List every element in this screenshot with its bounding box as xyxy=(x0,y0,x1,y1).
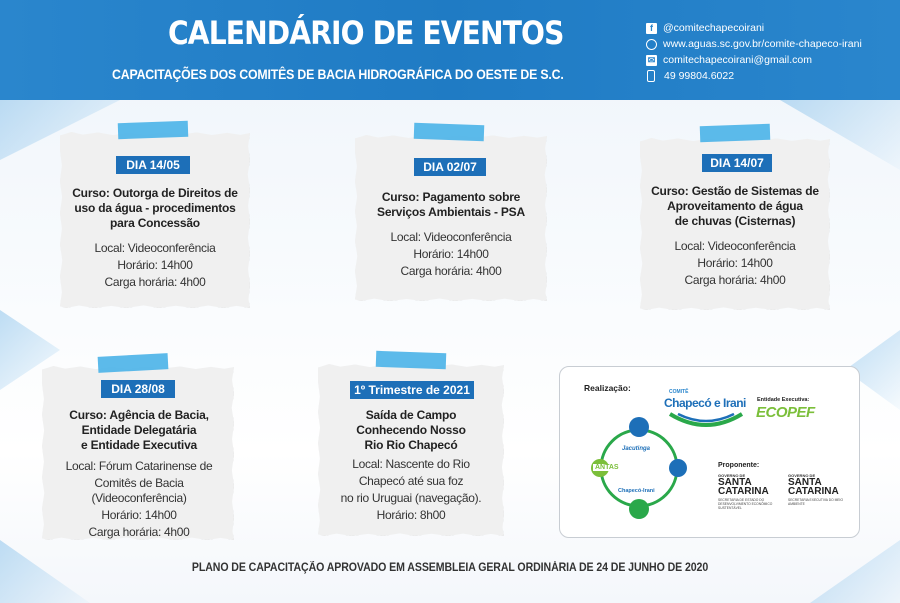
event-detail: Local: Videoconferência xyxy=(674,239,796,253)
globe-icon xyxy=(646,39,657,50)
contact-list xyxy=(646,20,862,84)
event-detail: Carga horária: 4h00 xyxy=(104,275,206,289)
event-course: de chuvas (Cisternas) xyxy=(674,214,796,228)
proponente-label: Proponente: xyxy=(718,462,760,469)
secretaria-label: SECRETARIA EXECUTIVA DO MEIO AMBIENTE xyxy=(788,498,844,506)
event-detail: Comitês de Bacia (Videoconferência) xyxy=(91,476,187,505)
event-detail: Carga horária: 4h00 xyxy=(88,525,190,539)
phone-icon xyxy=(647,70,655,82)
santa-catarina-logo-2 xyxy=(788,473,852,506)
santa-label: SANTA xyxy=(788,477,822,488)
event-date: 1º Trimestre de 2021 xyxy=(350,381,474,399)
event-body xyxy=(646,184,824,288)
header-banner xyxy=(0,0,900,100)
event-course: Saída de Campo xyxy=(365,408,457,422)
secretaria-label: SECRETARIA DE ESTADO DO DESENVOLVIMENTO ECONÔMICO SUSTENTÁVEL xyxy=(718,498,773,510)
event-course: Aproveitamento de água xyxy=(667,199,803,213)
event-date: DIA 28/08 xyxy=(101,380,175,398)
contact-text: comitechapecoirani@gmail.com xyxy=(663,54,812,66)
catarina-label: CATARINA xyxy=(718,486,769,497)
event-detail: Horário: 14h00 xyxy=(117,258,193,272)
event-course: Serviços Ambientais - PSA xyxy=(377,205,525,219)
jacutinga-logo: Jacutinga xyxy=(622,446,651,452)
event-body xyxy=(361,190,541,279)
footer-note: PLANO DE CAPACITAÇÃO APROVADO EM ASSEMBLEIA GERAL ORDINÁRIA DE 24 DE JUNHO DE 2020 xyxy=(191,562,709,574)
entidade-label: Entidade Executiva: xyxy=(757,397,810,403)
comite-logo-name: Chapecó e Irani xyxy=(664,396,746,410)
gov-small-label: GOVERNO DE xyxy=(718,473,746,478)
event-body xyxy=(66,186,244,290)
contact-text: www.aguas.sc.gov.br/comite-chapeco-irani xyxy=(663,38,862,50)
event-course: Curso: Outorga de Direitos de xyxy=(72,186,238,200)
contact-text: @comitechapecoirani xyxy=(663,22,765,34)
contact-phone[interactable] xyxy=(646,68,862,84)
event-course: Conhecendo Nosso xyxy=(356,423,466,437)
santa-label: SANTA xyxy=(718,477,752,488)
tape-strip xyxy=(414,123,485,141)
catarina-label: CATARINA xyxy=(788,486,839,497)
event-body xyxy=(324,408,498,523)
tape-strip xyxy=(118,121,189,139)
event-detail: Carga horária: 4h00 xyxy=(684,273,786,287)
antas-logo: ANTAS xyxy=(595,464,619,471)
event-detail: no rio Uruguai (navegação). xyxy=(340,491,482,505)
event-detail: Horário: 14h00 xyxy=(413,247,489,261)
event-body xyxy=(46,408,232,540)
event-detail: Horário: 14h00 xyxy=(101,508,177,522)
event-date: DIA 02/07 xyxy=(414,158,486,176)
event-date: DIA 14/07 xyxy=(702,154,772,172)
event-course: Curso: Agência de Bacia, xyxy=(69,408,209,422)
comite-small-label: COMITÊ xyxy=(669,389,689,395)
facebook-icon: f xyxy=(646,23,657,34)
event-detail: Local: Videoconferência xyxy=(390,230,512,244)
gov-small-label: GOVERNO DE xyxy=(788,473,816,478)
event-detail: Local: Videoconferência xyxy=(94,241,216,255)
contact-email[interactable] xyxy=(646,52,862,68)
event-date: DIA 14/05 xyxy=(116,156,190,174)
sponsor-panel xyxy=(559,366,860,538)
page-subtitle: CAPACITAÇÕES DOS COMITÊS DE BACIA HIDROGRÁFICA DO OESTE DE S.C. xyxy=(112,66,564,82)
event-detail: Horário: 14h00 xyxy=(697,256,773,270)
event-detail: Carga horária: 4h00 xyxy=(400,264,502,278)
contact-website[interactable] xyxy=(646,36,862,52)
event-detail: Local: Nascente do Rio xyxy=(352,457,470,471)
event-detail: Chapecó até sua foz xyxy=(358,474,464,488)
event-course: uso da água - procedimentos xyxy=(74,201,236,215)
event-detail: Local: Fórum Catarinense de xyxy=(65,459,213,473)
contact-facebook[interactable] xyxy=(646,20,862,36)
event-course: Curso: Pagamento sobre xyxy=(381,190,521,204)
event-course: Entidade Delegatária xyxy=(81,423,197,437)
page-title: CALENDÁRIO DE EVENTOS xyxy=(168,14,564,52)
tape-strip xyxy=(700,124,771,142)
event-course: Rio Rio Chapecó xyxy=(364,438,458,452)
event-course: para Concessão xyxy=(110,216,200,230)
event-course: Curso: Gestão de Sistemas de xyxy=(651,184,819,198)
chapeco-irani-small-logo: Chapecó-Irani xyxy=(618,488,655,494)
event-detail: Horário: 8h00 xyxy=(376,508,446,522)
realizacao-label: Realização: xyxy=(584,383,631,393)
tape-strip xyxy=(376,351,447,369)
santa-catarina-logo-1 xyxy=(718,473,784,510)
ecopef-logo: ECOPEF xyxy=(756,404,815,421)
event-course: e Entidade Executiva xyxy=(80,438,198,452)
contact-text: 49 99804.6022 xyxy=(664,70,735,82)
mail-icon: ✉ xyxy=(647,54,656,65)
